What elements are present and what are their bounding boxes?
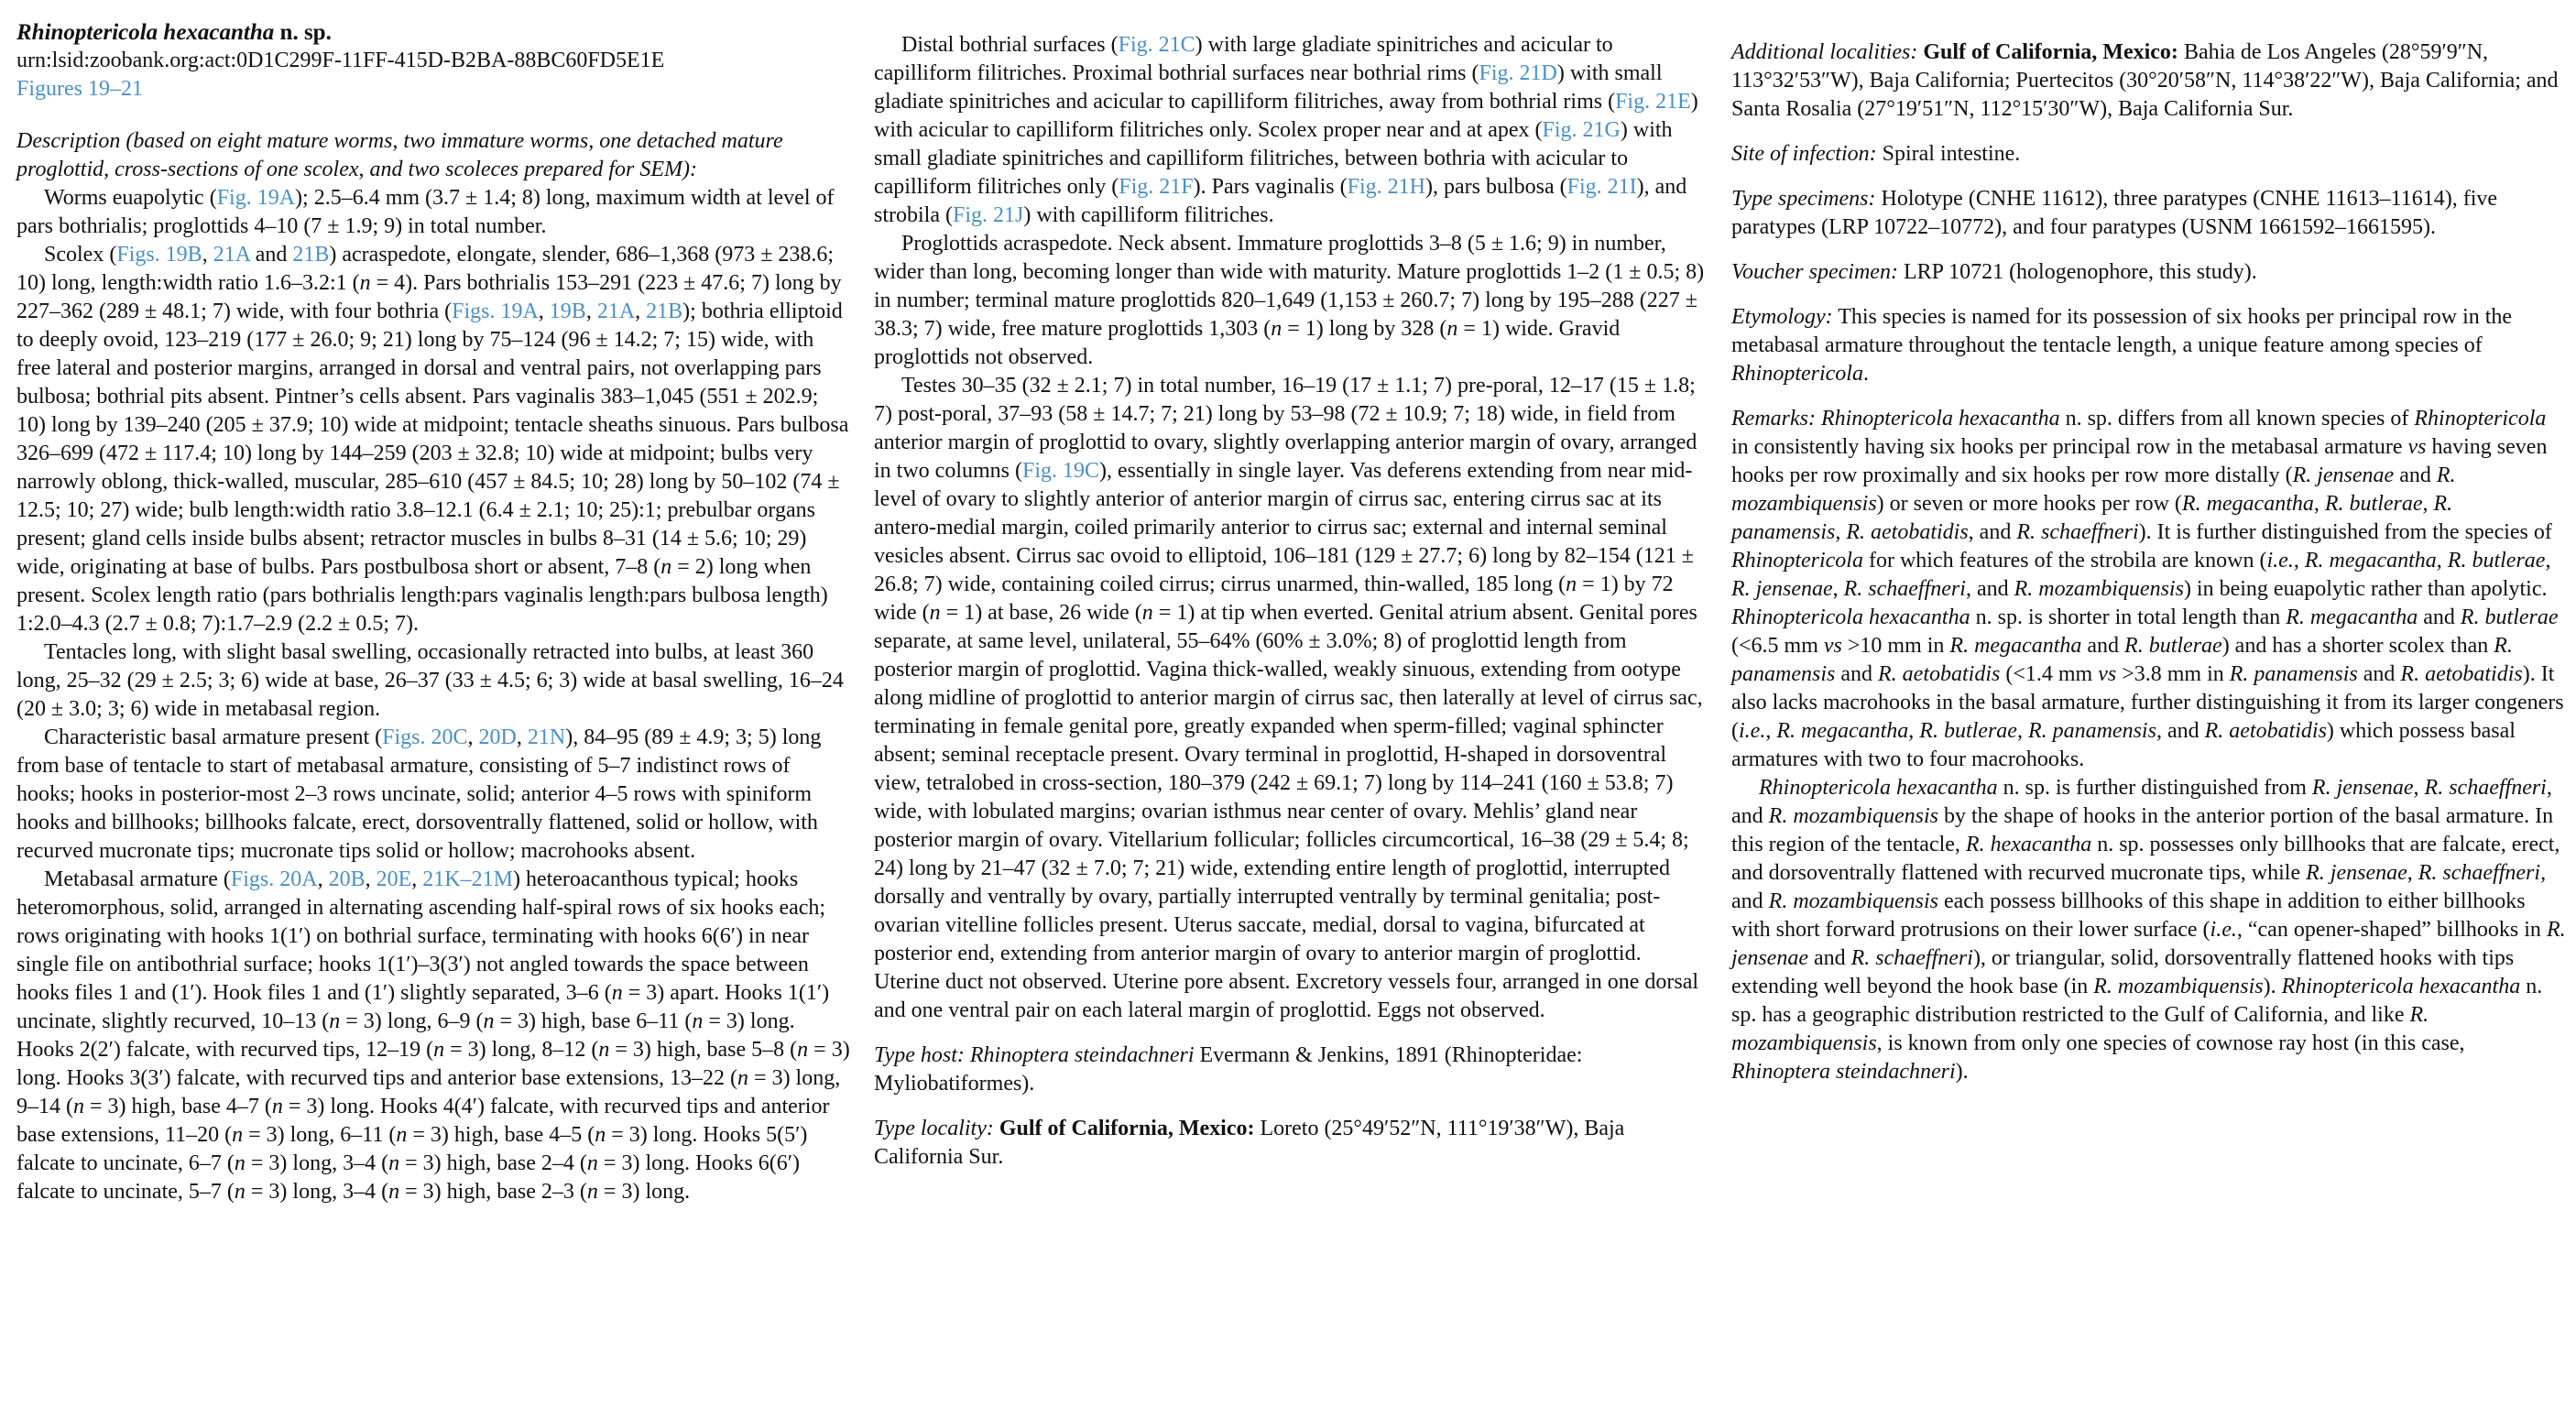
text-run: n xyxy=(388,1180,400,1204)
text-run: R. mozambiquensis xyxy=(1731,1003,2429,1055)
text-run: = 3) long. Hooks 6(6′) falcate to uncinate, 5–7 ( xyxy=(16,1151,801,1204)
text-run: = 2) long when present. Scolex length ratio (pars bothrialis length:pars vaginalis length:pars bulbosa length) 1:2.0–4.3 (2.7 ± 0.8; 7):1.7–2.9 (2.2 ± 0.5; 7). xyxy=(16,555,828,636)
text-run: , and xyxy=(2156,719,2205,743)
text-run: = 3) long, 3–4 ( xyxy=(245,1180,389,1204)
figure-link[interactable]: Fig. 19A xyxy=(216,186,296,210)
text-run: R. jensenae xyxy=(2292,464,2395,487)
text-run: , and xyxy=(1731,861,2547,913)
text-run: Rhinoptericola xyxy=(1731,362,1863,386)
text-run: and xyxy=(1807,946,1851,970)
text-run: LRP 10721 (hologenophore, this study). xyxy=(1897,260,2257,284)
text-run: = 1) at base, 26 wide ( xyxy=(940,601,1142,625)
figure-link[interactable]: Fig. 21I xyxy=(1566,175,1637,199)
text-run: , xyxy=(2413,776,2425,800)
column-3 xyxy=(1731,18,2567,1206)
text-run: = 4). Pars bothrialis 153–291 (223 ± 47.6; 7) long by 227–362 (289 ± 48.1; 7) wide, with four bothria ( xyxy=(16,271,842,323)
figure-link[interactable]: 21B xyxy=(292,243,330,267)
text-run: for which features of the strobila are known ( xyxy=(1862,549,2267,573)
text-run: ). It also lacks macrohooks in the basal armature, further distinguishing it from its larger congeners ( xyxy=(1731,662,2564,743)
text-run: = 1) wide. Gravid proglottids not observed. xyxy=(874,317,1621,369)
text-run: and xyxy=(2357,662,2401,686)
text-run: R. butlerae xyxy=(2124,634,2222,658)
text-run: >3.8 mm in xyxy=(2116,662,2230,686)
figure-link[interactable]: 19B xyxy=(549,300,586,323)
text-run: ). Pars vaginalis ( xyxy=(1193,175,1348,199)
text-run: Rhinoptericola hexacantha xyxy=(2281,975,2521,998)
text-run: Evermann & Jenkins, 1891 (Rhinopteridae: Myliobatiformes). xyxy=(874,1043,1583,1096)
text-run: urn:lsid:zoobank.org:act:0D1C299F-11FF-415D-B2BA-88BC60FD5E1E xyxy=(16,49,665,72)
text-run: Rhinoptera steindachneri xyxy=(1731,1060,1956,1084)
text-run: ) with capilliform filitriches. xyxy=(1023,203,1274,227)
text-run: , xyxy=(2545,549,2551,573)
text-run: = 3) apart. Hooks 1(1′) uncinate, slightly recurved, 10–13 ( xyxy=(16,981,830,1033)
figure-link[interactable]: 21N xyxy=(527,725,566,749)
text-run: Remarks: Rhinoptericola hexacantha xyxy=(1731,407,2060,431)
text-run: Gulf of California, Mexico: xyxy=(999,1117,1255,1140)
text-run: , xyxy=(365,867,377,891)
text-run: R. hexacantha xyxy=(1965,833,2092,856)
text-run: n xyxy=(797,1038,809,1062)
text-run: Characteristic basal armature present ( xyxy=(44,725,383,749)
text-run: R. jensenae xyxy=(2311,776,2414,800)
text-run: n xyxy=(1141,601,1153,625)
text-run: , xyxy=(2293,549,2305,573)
text-run: Rhinoptericola hexacantha xyxy=(1731,605,1970,629)
text-run: R. jensenae xyxy=(1731,918,2566,970)
text-run: R. butlerae xyxy=(1919,719,2017,743)
text-run: n xyxy=(359,271,371,295)
text-run: n xyxy=(611,981,623,1005)
text-run: = 3) long. Hooks 3(3′) falcate, with recurved tips and anterior base extensions, 13–22 ( xyxy=(16,1038,850,1090)
figure-link[interactable]: Fig. 21D xyxy=(1479,61,1557,85)
paragraph xyxy=(874,1115,1709,1172)
paragraph xyxy=(16,724,852,866)
text-run: ) acraspedote, elongate, slender, 686–1,368 (973 ± 238.6; 10) long, length:width ratio 1.6–3.2:1 ( xyxy=(16,243,835,295)
text-run: Tentacles long, with slight basal swelling, occasionally retracted into bulbs, at least 360 long, 25–32 (29 ± 2.5; 3; 6) wide at base, 26–37 (33 ± 4.5; 6; 3) wide at basal swelling, 16–24 (20 ± 3.0; 3; 6) wide in metabasal region. xyxy=(16,640,844,721)
text-run: = 1) long by 328 ( xyxy=(1282,317,1447,341)
text-run: (<6.5 mm xyxy=(1731,634,1824,658)
text-run: R. jensenae xyxy=(2306,861,2407,885)
text-run: Loreto (25°49′52″N, 111°19′38″W), Baja California Sur. xyxy=(874,1117,1625,1169)
text-run: i.e. xyxy=(2266,549,2294,573)
text-run: R. butlerae xyxy=(2324,492,2423,516)
text-run: ); 2.5–6.4 mm (3.7 ± 1.4; 8) long, maximum width at level of pars bothrialis; proglottids 4–10 (7 ± 1.9; 9) in total number. xyxy=(16,186,835,238)
text-run: , xyxy=(516,725,528,749)
text-run: , xyxy=(467,725,479,749)
text-run: by the shape of hooks in the anterior portion of the basal armature. In this region of the tentacle, xyxy=(1731,804,2554,856)
text-run: n xyxy=(329,1009,341,1033)
text-run: Additional localities: xyxy=(1731,40,1918,64)
text-run: Worms euapolytic ( xyxy=(44,186,217,210)
text-run: n. sp. xyxy=(274,20,332,45)
text-run: n xyxy=(1271,317,1283,341)
page-title xyxy=(16,18,852,47)
text-run: ). It is further distinguished from the species of xyxy=(2138,520,2552,544)
column-1 xyxy=(16,18,852,1206)
text-run: , “can opener-shaped” billhooks in xyxy=(2236,918,2547,942)
text-run: Type locality: xyxy=(874,1117,994,1140)
text-run: Scolex ( xyxy=(44,243,117,267)
text-run: ) with small gladiate spinitriches and capilliform filitriches, between bothria with acicular to capilliform filitriches only ( xyxy=(874,118,1673,199)
text-run: in consistently having six hooks per principal row in the metabasal armature xyxy=(1731,435,2408,459)
text-run: = 3) long. Hooks 4(4′) falcate, with recurved tips and anterior base extensions, 11–20 ( xyxy=(16,1095,830,1147)
text-run: R. butlerae xyxy=(2447,549,2546,573)
text-run: and xyxy=(1835,662,1878,686)
text-run: ). xyxy=(1955,1060,1969,1084)
text-run: and xyxy=(2081,634,2125,658)
text-run: Spiral intestine. xyxy=(1876,142,2021,166)
text-run: having seven hooks per row proximally and six hooks per row more distally ( xyxy=(1731,435,2548,487)
text-run: = 3) long, 6–9 ( xyxy=(340,1009,484,1033)
text-run: each possess billhooks of this shape in addition to either billhooks with short forward protrusions on their lower surface ( xyxy=(1731,889,2526,942)
text-run: = 3) long, 6–11 ( xyxy=(243,1123,397,1147)
text-run: n xyxy=(737,1066,749,1090)
text-run: n xyxy=(692,1009,704,1033)
text-run: = 3) long. Hooks 2(2′) falcate, with recurved tips, 12–19 ( xyxy=(16,1009,795,1062)
text-run: , xyxy=(1765,719,1777,743)
text-run: ). xyxy=(2263,975,2282,998)
text-run: Voucher specimen: xyxy=(1731,260,1898,284)
text-run: , xyxy=(411,867,423,891)
text-run: ) and has a shorter scolex than xyxy=(2221,634,2494,658)
text-run: , xyxy=(635,300,647,323)
figure-link[interactable]: Fig. 21C xyxy=(1118,33,1195,57)
text-run: Site of infection: xyxy=(1731,142,1877,166)
text-run: R. schaeffneri xyxy=(2424,776,2547,800)
paragraph xyxy=(1731,185,2567,242)
text-run: R. mozambiquensis xyxy=(1768,804,1938,828)
text-run: Description (based on eight mature worms, two immature worms, one detached mature proglottid, cross-sections of one scolex, and two scoleces prepared for SEM): xyxy=(16,129,783,181)
text-run: = 3) long, 9–14 ( xyxy=(16,1066,841,1118)
text-run: R. aetobatidis xyxy=(2400,662,2523,686)
text-run: n xyxy=(660,555,672,579)
text-run: , and xyxy=(1731,776,2552,828)
text-run: , and xyxy=(1965,577,2014,601)
figure-link[interactable]: Figs. 20C xyxy=(382,725,468,749)
paragraph xyxy=(1731,405,2567,774)
paragraph xyxy=(874,372,1709,1025)
text-run: R. mozambiquensis xyxy=(2014,577,2184,601)
text-run: Rhinoptericola xyxy=(2414,407,2547,431)
text-run: n xyxy=(388,1151,400,1175)
paragraph xyxy=(16,75,852,104)
text-run: n xyxy=(595,1123,606,1147)
text-run: Etymology: xyxy=(1731,305,1833,329)
text-run: , xyxy=(1835,520,1847,544)
text-run: Holotype (CNHE 11612), three paratypes (CNHE 11613–11614), five paratypes (LRP 10722–10772), and four paratypes (USNM 1661592–1661595). xyxy=(1731,187,2498,239)
text-run: , xyxy=(1832,577,1844,601)
text-run: ) which possess basal armatures with two to four macrohooks. xyxy=(1731,719,2516,771)
text-run: R. schaeffneri xyxy=(1850,946,1973,970)
text-run: Rhinoptericola hexacantha xyxy=(16,20,275,45)
text-run: R. mozambiquensis xyxy=(2093,975,2264,998)
text-run: ), 84–95 (89 ± 4.9; 3; 5) long from base of tentacle to start of metabasal armature, consisting of 5–7 indistinct rows of hooks; hooks in posterior-most 2–3 rows uncinate, solid; anterior 4–5 rows with spiniform hooks and billhooks; billhooks falcate, erect, dorsoventrally flattened, solid or hollow, with recurved mucronate tips; mucronate tips solid or hollow; macrohooks absent. xyxy=(16,725,822,863)
text-run: n xyxy=(234,1180,246,1204)
figure-link[interactable]: 20D xyxy=(478,725,517,749)
text-run: Type host: xyxy=(874,1043,965,1067)
text-run: ), pars bulbosa ( xyxy=(1424,175,1567,199)
figure-link[interactable]: Fig. 21H xyxy=(1347,175,1425,199)
figure-link[interactable]: Figs. 19B xyxy=(116,243,202,267)
text-run: . xyxy=(1862,362,1869,386)
text-run: ) with large gladiate spinitriches and acicular to capilliform filitriches. Proximal bothrial surfaces near bothrial rims ( xyxy=(874,33,1613,85)
figure-link[interactable]: Fig. 21G xyxy=(1542,118,1621,142)
text-run: n xyxy=(271,1095,283,1118)
text-run: = 3) long, 8–12 ( xyxy=(444,1038,599,1062)
text-run: n xyxy=(598,1038,610,1062)
text-run: n xyxy=(929,601,941,625)
text-run: Distal bothrial surfaces ( xyxy=(901,33,1119,57)
text-run: n. sp. possesses only billhooks that are falcate, erect, and dorsoventrally flattened with recurved mucronate tips, while xyxy=(1731,833,2560,885)
text-run: R. megacantha xyxy=(1949,634,2082,658)
text-run: = 3) high, base 6–11 ( xyxy=(494,1009,693,1033)
text-run: , and xyxy=(1968,520,2017,544)
figure-link[interactable]: Fig. 19C xyxy=(1022,459,1100,483)
figure-link[interactable]: 21A xyxy=(596,300,636,323)
text-run: Testes 30–35 (32 ± 2.1; 7) in total number, 16–19 (17 ± 1.1; 7) pre-poral, 12–17 (15 ± 1.8; 7) post-poral, 37–93 (58 ± 14.7; 7; 21) long by 53–98 (72 ± 10.9; 7; 18) wide, in field from anterior margin of proglottid to ovary, slightly overlapping anterior margin of ovary, arranged in two columns ( xyxy=(874,374,1697,483)
text-run: vs xyxy=(1823,634,1842,658)
text-run: n xyxy=(433,1038,445,1062)
text-run: , xyxy=(585,300,597,323)
text-run: i.e. xyxy=(2210,918,2237,942)
figure-link[interactable]: Figures 19–21 xyxy=(16,77,143,101)
text-run: = 3) long, 3–4 ( xyxy=(245,1151,389,1175)
text-run: = 3) high, base 4–7 ( xyxy=(84,1095,272,1118)
text-run: ), and strobila ( xyxy=(874,175,1687,227)
paragraph xyxy=(16,638,852,724)
text-run: This species is named for its possession of six hooks per principal row in the metabasal armature throughout the tentacle length, a unique feature among species of xyxy=(1731,305,2513,357)
text-run: , xyxy=(538,300,550,323)
text-run: , is known from only one species of cownose ray host (in this case, xyxy=(1876,1031,2465,1055)
text-run: R. aetobatidis xyxy=(1846,520,1969,544)
text-run: , xyxy=(2407,861,2418,885)
text-run: vs xyxy=(2098,662,2117,686)
text-run: vs xyxy=(2407,435,2427,459)
column-2 xyxy=(874,18,1709,1206)
text-run: R. panamensis xyxy=(2229,662,2358,686)
figure-link[interactable]: Fig. 21J xyxy=(952,203,1024,227)
text-run: R. mozambiquensis xyxy=(1768,889,1938,913)
paragraph xyxy=(874,230,1709,372)
text-run: R. aetobatidis xyxy=(2204,719,2327,743)
text-run: n. sp. is further distinguished from xyxy=(1997,776,2312,800)
text-run: , xyxy=(317,867,329,891)
text-run: = 3) high, base 2–3 ( xyxy=(399,1180,587,1204)
text-run: = 1) by 72 wide ( xyxy=(874,573,1674,625)
text-run: ), or triangular, solid, dorsoventrally flattened hooks with tips extending well beyond the hook base (in xyxy=(1731,946,2515,998)
text-run: R. schaeffneri xyxy=(2016,520,2139,544)
text-run: Metabasal armature ( xyxy=(44,867,231,891)
figure-link[interactable]: Fig. 21E xyxy=(1615,90,1691,114)
text-run: ), essentially in single layer. Vas deferens extending from near mid-level of ovary to slightly anterior of anterior margin of cirrus sac, entering cirrus sac at its antero-medial margin, coiled primarily anterior to cirrus sac; external and internal seminal vesicles absent. Cirrus sac ovoid to elliptoid, 106–181 (129 ± 27.7; 6) long by 82–154 (121 ± 26.8; 7) wide, containing coiled cirrus; cirrus unarmed, thin-walled, 185 long ( xyxy=(874,459,1694,596)
text-run: i.e. xyxy=(1739,719,1766,743)
text-run: , xyxy=(202,243,213,267)
text-run: Bahia de Los Angeles (28°59′9″N, 113°32′53″W), Baja California; Puertecitos (30°20′58″N, 114°38′22″W), Baja California; and Santa Rosalia (27°19′51″N, 112°15′30″W), Baja California Sur. xyxy=(1731,40,2559,121)
text-run: , xyxy=(2016,719,2028,743)
text-run: = 3) long. Hooks 5(5′) falcate to uncinate, 6–7 ( xyxy=(16,1123,808,1175)
text-run: = 3) long. xyxy=(597,1180,691,1204)
text-run: ) or seven or more hooks per row ( xyxy=(1876,492,2182,516)
text-run: = 1) at tip when everted. Genital atrium absent. Genital pores separate, at same level, unilateral, 55–64% (60% ± 3.0%; 8) of proglottid length from posterior margin of proglottid. Vagina thick-walled, weakly sinuous, extending from ootype along midline of proglottid to anterior margin of cirrus sac, then laterally at level of cirrus sac, terminating in female genital pore, greatly expanded when sperm-filled; vaginal sphincter absent; seminal receptacle present. Ovary terminal in proglottid, H-shaped in dorsoventral view, tetralobed in cross-section, 180–379 (242 ± 69.1; 7) long by 114–241 (160 ± 53.8; 7) wide, with lobulated margins; ovarian isthmus near center of ovary. Mehlis’ gland near posterior margin of ovary. Vitellarium follicular; follicles circumcortical, 16–38 (29 ± 5.4; 8; 24) long by 21–47 (32 ± 7.0; 7; 21) wide, extending entire length of proglottid, interrupted dorsally and ventrally by ovary, partially interrupted ventrally by terminal genitalia; post-ovarian vitelline follicles present. Uterus saccate, medial, dorsal to vagina, bifurcated at posterior end, extending from anterior margin of ovary to anterior margin of proglottid. Uterine duct not observed. Uterine pore absent. Excretory vessels four, arranged in one dorsal and one ventral pair on each lateral margin of proglottid. Eggs not observed. xyxy=(874,601,1703,1022)
text-run: R. aetobatidis xyxy=(1878,662,2001,686)
text-run: n xyxy=(73,1095,84,1118)
paragraph xyxy=(1731,38,2567,124)
paragraph xyxy=(874,31,1709,230)
text-run: Rhinoptera steindachneri xyxy=(969,1043,1195,1067)
text-run: , xyxy=(1908,719,1920,743)
text-run: ) heteroacanthous typical; hooks heteromorphous, solid, arranged in alternating ascending half-spiral rows of six hooks each; rows originating with hooks 1(1′) on bothrial surface, terminating with hooks 6(6′) in near single file on antibothrial surface; hooks 1(1′)–3(3′) not angled towards the space between hooks files 1 and (1′). Hook files 1 and (1′) slightly separated, 3–6 ( xyxy=(16,867,826,1005)
text-run: R. megacantha xyxy=(2181,492,2314,516)
text-run: n xyxy=(396,1123,408,1147)
text-run: , xyxy=(2313,492,2325,516)
text-run: R. schaeffneri xyxy=(2418,861,2541,885)
text-run: = 3) high, base 5–8 ( xyxy=(609,1038,798,1062)
paragraph xyxy=(16,866,852,1206)
text-run: R. panamensis xyxy=(2027,719,2156,743)
text-run: >10 mm in xyxy=(1841,634,1950,658)
text-run: R. butlerae xyxy=(2460,605,2559,629)
text-run: n xyxy=(1446,317,1458,341)
figure-link[interactable]: Figs. 20A xyxy=(230,867,318,891)
text-run: ) with small gladiate spinitriches and acicular to capilliform filitriches, away from bothrial rims ( xyxy=(874,61,1663,114)
paragraph xyxy=(874,1042,1709,1098)
text-run: n xyxy=(586,1180,598,1204)
text-run: and xyxy=(249,243,293,267)
text-run: (<1.4 mm xyxy=(2000,662,2099,686)
text-run: Rhinoptericola xyxy=(1731,549,1863,573)
text-run: n xyxy=(234,1151,246,1175)
text-run: R. schaeffneri xyxy=(1843,577,1966,601)
text-run: ); bothria elliptoid to deeply ovoid, 123–219 (177 ± 26.0; 9; 21) long by 75–124 (96 ± 14.2; 7; 15) wide, with free lateral and posterior margins, arranged in dorsal and ventral pairs, not overlapping pars bulbosa; bothrial pits absent. Pintner’s cells absent. Pars vaginalis 383–1,045 (551 ± 202.9; 10) long by 139–240 (205 ± 37.9; 10) wide at midpoint; tentacle sheaths sinuous. Pars bulbosa 326–699 (472 ± 117.4; 10) long by 144–259 (203 ± 32.8; 10) wide at midpoint; bulbs very narrowly oblong, thick-walled, muscular, 285–610 (457 ± 84.5; 10; 28) long by 50–102 (74 ± 12.5; 10; 27) wide; bulb length:width ratio 3.8–12.1 (6.4 ± 2.1; 10; 25):1; prebulbar organs present; gland cells inside bulbs absent; retractor muscles in bulbs 8–31 (14 ± 5.6; 10; 29) wide, originating at base of bulbs. Pars postbulbosa short or absent, 7–8 ( xyxy=(16,300,849,579)
text-run: ) with acicular to capilliform filitriches only. Scolex proper near and at apex ( xyxy=(874,90,1698,142)
text-run: n xyxy=(1566,573,1577,596)
text-run: R. panamensis xyxy=(1731,492,2453,544)
figure-link[interactable]: Figs. 19A xyxy=(452,300,539,323)
figure-link[interactable]: 20B xyxy=(328,867,366,891)
paragraph xyxy=(1731,303,2567,388)
figure-link[interactable]: 21K–21M xyxy=(422,867,513,891)
paragraph xyxy=(16,184,852,241)
text-run: = 3) high, base 4–5 ( xyxy=(407,1123,595,1147)
text-run: R. mozambiquensis xyxy=(1731,464,2456,516)
figure-link[interactable]: Fig. 21F xyxy=(1119,175,1194,199)
text-run: n. sp. differs from all known species of xyxy=(2059,407,2415,431)
text-run: n xyxy=(586,1151,598,1175)
paragraph xyxy=(16,241,852,638)
text-run: and xyxy=(2418,605,2461,629)
text-run: n. sp. is shorter in total length than xyxy=(1970,605,2287,629)
text-run: R. panamensis xyxy=(1731,634,2513,686)
text-run: R. megacantha xyxy=(2304,549,2437,573)
figure-link[interactable]: 21A xyxy=(213,243,250,267)
text-run: R. jensenae xyxy=(1731,577,1833,601)
text-run: Type specimens: xyxy=(1731,187,1876,211)
figure-link[interactable]: 21B xyxy=(646,300,683,323)
paragraph xyxy=(16,127,852,184)
figure-link[interactable]: 20E xyxy=(376,867,412,891)
text-run: ) in being euapolytic rather than apolytic. xyxy=(2183,577,2548,601)
text-run: , xyxy=(2436,549,2448,573)
paragraph xyxy=(1731,258,2567,287)
text-run: R. megacantha xyxy=(1776,719,1909,743)
text-run: Proglottids acraspedote. Neck absent. Immature proglottids 3–8 (5 ± 1.6; 9) in number, wider than long, becoming longer than wide with maturity. Mature proglottids 1–2 (1 ± 0.5; 8) in number; terminal mature proglottids 820–1,649 (1,153 ± 260.7; 7) long by 195–288 (227 ± 38.3; 7) wide, free mature proglottids 1,303 ( xyxy=(874,232,1705,341)
text-run: Gulf of California, Mexico: xyxy=(1923,40,2178,64)
text-run: Rhinoptericola hexacantha xyxy=(1759,776,1998,800)
paragraph xyxy=(16,47,852,75)
text-run: n. sp. has a geographic distribution restricted to the Gulf of California, and like xyxy=(1731,975,2543,1027)
text-run: n xyxy=(232,1123,244,1147)
text-run: , xyxy=(2422,492,2434,516)
text-run: and xyxy=(2394,464,2437,487)
paragraph xyxy=(1731,140,2567,169)
paragraph xyxy=(1731,774,2567,1086)
text-run: = 3) high, base 2–4 ( xyxy=(399,1151,587,1175)
text-run: n xyxy=(483,1009,495,1033)
text-run: R. megacantha xyxy=(2286,605,2418,629)
